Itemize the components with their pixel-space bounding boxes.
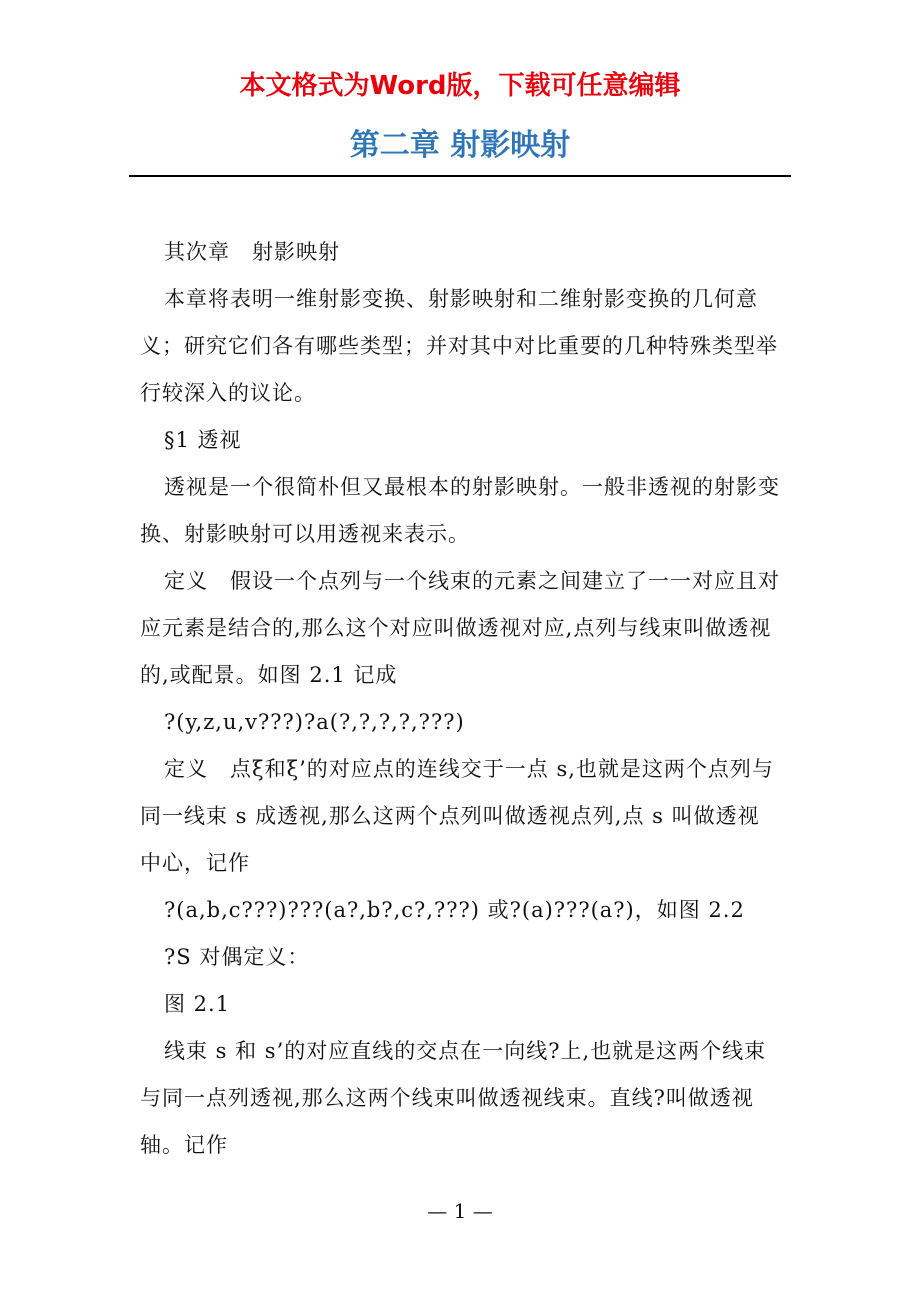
formula-1: ?(y,z,u,v???)?a(?,?,?,?,???) (164, 710, 465, 734)
figure-caption-2-1: 图 2.1 (164, 992, 231, 1016)
paragraph-chapter-heading: 其次章 射影映射 (164, 240, 340, 264)
download-banner: 本文格式为Word版，下载可任意编辑 (239, 71, 681, 101)
formula-2: ?(a,b,c???)???(a?,b?,c?,???) 或?(a)???(a?)，如图 2.2 (164, 898, 745, 922)
header-rule (129, 175, 791, 177)
paragraph-definition-1: 定义 假设一个点列与一个线束的元素之间建立了一一对应且对应元素是结合的,那么这个对应叫做透视对应,点列与线束叫做透视的,或配景。如图 2.1 记成 (140, 569, 780, 687)
paragraph-perspective-pencils: 线束 s 和 s’的对应直线的交点在一向线?上,也就是这两个线束与同一点列透视,那么这两个线束叫做透视线束。直线?叫做透视轴。记作 (140, 1039, 767, 1157)
paragraph-dual-definition: ?S 对偶定义： (164, 945, 310, 969)
section-heading-perspective: §1 透视 (164, 428, 242, 452)
paragraph-definition-2: 定义 点ξ和ξ’的对应点的连线交于一点 s,也就是这两个点列与同一线束 s 成透视,那么这两个点列叫做透视点列,点 s 叫做透视中心，记作 (140, 757, 774, 875)
paragraph-perspective-intro: 透视是一个很简朴但又最根本的射影映射。一般非透视的射影变换、射影映射可以用透视来表示。 (140, 475, 780, 546)
document-body (140, 229, 780, 1169)
chapter-title: 第二章 射影映射 (349, 128, 571, 163)
page-number: — 1 — (427, 1199, 493, 1223)
paragraph-intro: 本章将表明一维射影变换、射影映射和二维射影变换的几何意义；研究它们各有哪些类型；并对其中对比重要的几种特殊类型举行较深入的议论。 (140, 287, 778, 405)
